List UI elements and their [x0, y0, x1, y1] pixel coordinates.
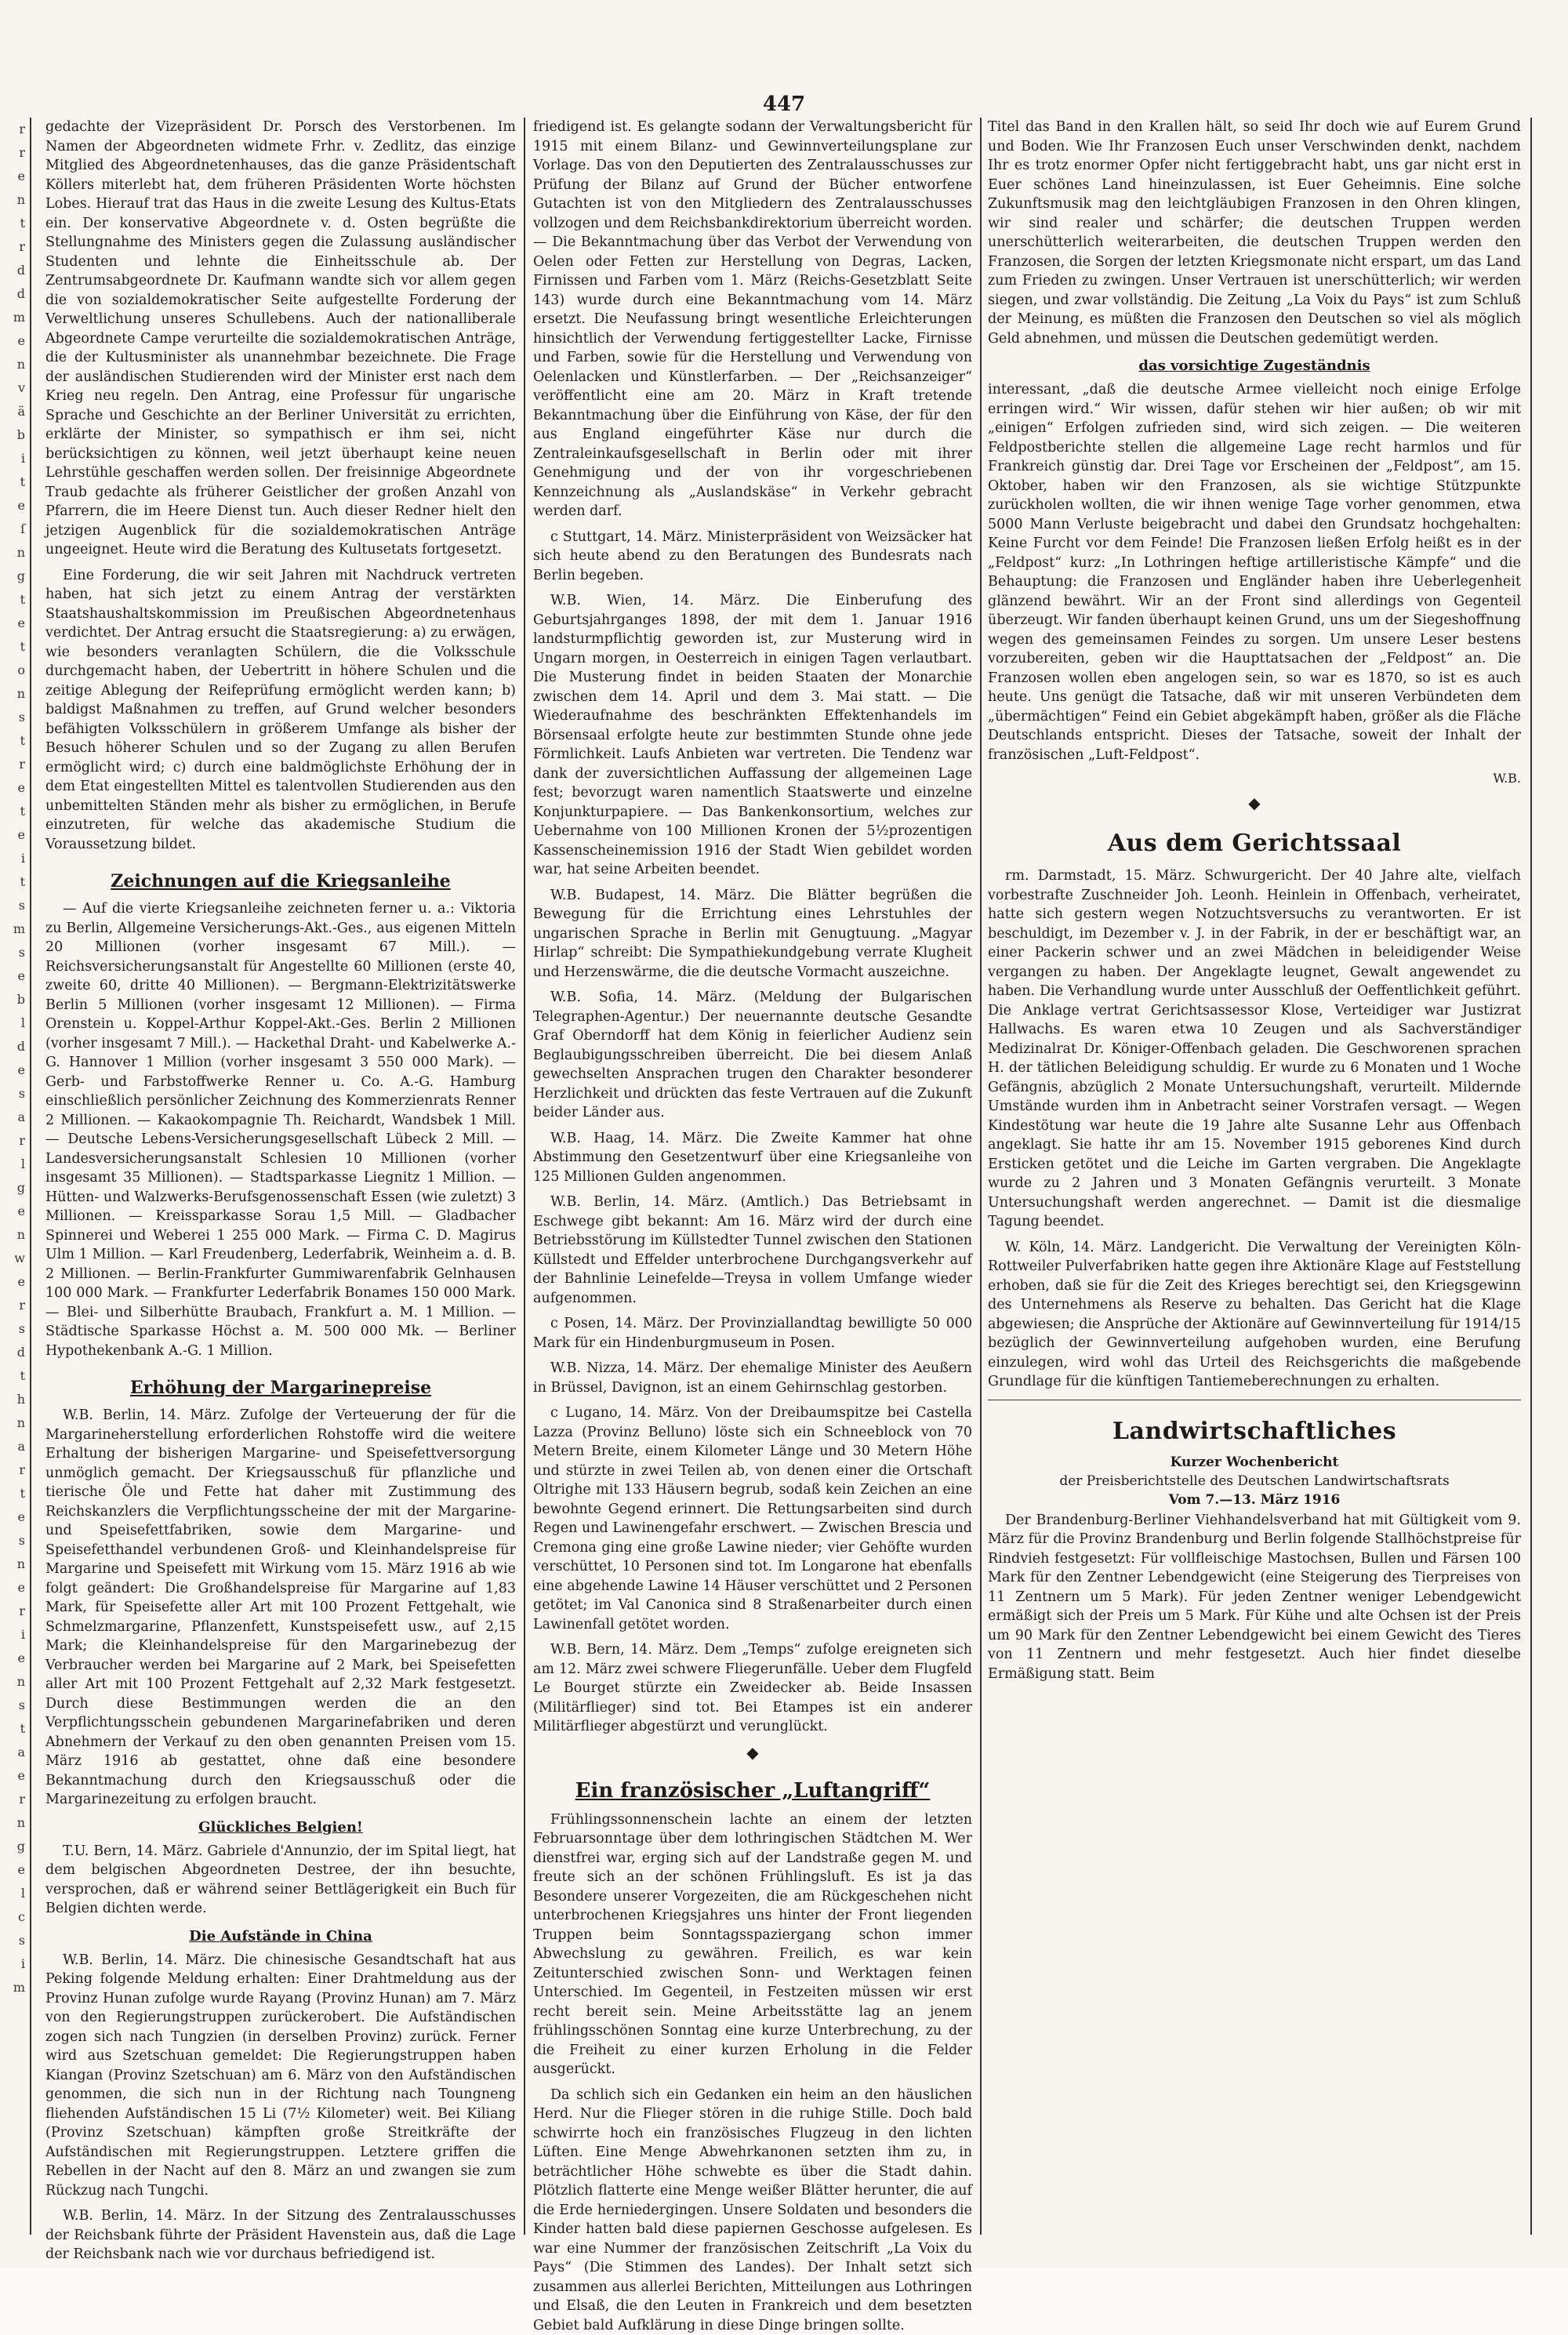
margin-fragment: d: [0, 1035, 30, 1059]
margin-fragment: v: [0, 376, 30, 400]
margin-fragment: i: [0, 447, 30, 470]
article-paragraph: Der Brandenburg-Berliner Viehhandelsverband hat mit Gültigkeit vom 9. März für die Provinz Brandenburg und Berlin folgende Stallhöchstpreise für Rindvieh festgesetzt: Für vollfleischige Mastochsen, Bullen und Färsen 100 Mark für den Zentner Lebendgewicht (eine Steigerung des Tierpreises von 11 Zentnern um 5 Mark). Für jeden Zentner weniger Lebendgewicht ermäßigt sich der Preis um 5 Mark. Für Kühe und alte Ochsen ist der Preis um 90 Mark für den Zentner Lebendgewicht bei einem Gewicht des Tieres von 11 Zentnern und mehr festgesetzt. Auch hier findet dieselbe Ermäßigung statt. Beim: [988, 1511, 1521, 1684]
section-heading: das vorsichtige Zugeständnis: [988, 358, 1521, 374]
article-paragraph: Da schlich sich ein Gedanken ein heim an den häuslichen Herd. Nur die Flieger stören in die ruhige Stille. Doch bald schwirrte hoch ein französisches Flugzeug in den lichten Lüften. Eine Menge Abwehrkanonen setzten ihm zu, in beträchtlicher Höhe schwebte es über die Stadt dahin. Plötzlich flatterte eine Menge weißer Blätter herunter, die auf die Erde herniedergingen. Unsere Soldaten und besonders die Kinder hatten bald diese papiernen Geschosse aufgelesen. Es war eine Nummer der französischen Zeitschrift „La Voix du Pays“ (Die Stimmen des Landes). Der Inhalt setzt sich zusammen aus allerlei Berichten, Mitteilungen aus Lothringen und Elsaß, die den Leuten in Frankreich und dem besetzten Gebiet bald Aufklärung in diese Dinge bringen sollte.: [533, 2086, 972, 2335]
margin-fragment: e: [0, 1270, 30, 1294]
article-paragraph: friedigend ist. Es gelangte sodann der Verwaltungsbericht für 1915 mit einem Bilanz- und Gewinnverteilungsplane zur Vorlage. Das von den Deputierten des Zentralausschusses zur Prüfung der Bilanz auf Grund der Bücher entworfene Gutachten ist von den Mitgliedern des Zentralausschusses vollzogen und dem Reichsbankdirektorium überreicht worden. — Die Bekanntmachung über das Verbot der Verwendung von Oelen oder Fetten zur Herstellung von Degras, Lacken, Firnissen und Farben vom 1. März (Reichs-Gesetzblatt Seite 143) wurde durch eine Bekanntmachung vom 14. März ersetzt. Die Neufassung bringt wesentliche Erleichterungen hinsichtlich der Verwendung fertiggestellter Lacke, Firnisse und Farben, sowie für die Herstellung und Verwendung von Oelenlacken und Künstlerfarben. — Der „Reichsanzeiger“ veröffentlicht eine am 20. März in Kraft tretende Bekanntmachung über die Einführung von Käse, der für den aus England eingeführter Käse nur durch die Zentraleinkaufsgesellschaft in Berlin oder mit ihrer Genehmigung und der von ihr vorgeschriebenen Kennzeichnung als „Auslandskäse“ in Verkehr gebracht werden darf.: [533, 118, 972, 521]
margin-fragment: r: [0, 235, 30, 259]
margin-fragment: t: [0, 800, 30, 823]
section-ornament: ◆: [988, 793, 1521, 812]
column-divider: [524, 118, 525, 2235]
margin-fragment: t: [0, 635, 30, 659]
section-heading: Ein französischer „Luftangriff“: [533, 1779, 972, 1803]
margin-fragment: n: [0, 1552, 30, 1576]
article-paragraph: T.U. Bern, 14. März. Gabriele d'Annunzio, der im Spital liegt, hat dem belgischen Abgeordneten Destree, der ihn besuchte, versprochen, daß er während seiner Bettlägerigkeit ein Buch für Belgien dichten werde.: [45, 1842, 516, 1919]
margin-fragment: t: [0, 470, 30, 494]
section-heading: Aus dem Gerichtssaal: [988, 830, 1521, 857]
margin-fragment: r: [0, 118, 30, 141]
margin-fragment: n: [0, 1411, 30, 1435]
article-paragraph: W.B. Wien, 14. März. Die Einberufung des Geburtsjahrganges 1898, der mit dem 1. Januar 1916 landsturmpflichtig geworden ist, zur Musterung wird in Ungarn morgen, in Oesterreich in einigen Tagen verlautbart. Die Musterung findet in beiden Staaten der Monarchie zwischen dem 14. April und dem 3. Mai statt. — Die Wiederaufnahme des beschränkten Effektenhandels im Börsensaal erfolgte heute zur bestimmten Stunde ohne jede Förmlichkeit. Laufs Anbieten war vertreten. Die Tendenz war dank der zuversichtlichen Auffassung der allgemeinen Lage fest; bevorzugt waren namentlich Staatswerte und einzelne Konjunkturpapiere. — Das Bankenkonsortium, welches zur Uebernahme von 100 Millionen Kronen der 5½prozentigen Kassenscheinemission 1916 der Stadt Wien gebildet worden war, hat seine Arbeiten beendet.: [533, 591, 972, 880]
margin-fragment: e: [0, 612, 30, 635]
margin-fragment: a: [0, 1435, 30, 1458]
margin-fragment: r: [0, 1788, 30, 1811]
margin-fragment: t: [0, 1482, 30, 1505]
margin-fragment: n: [0, 1811, 30, 1835]
margin-fragment: w: [0, 1247, 30, 1270]
margin-fragment: b: [0, 423, 30, 447]
margin-fragment: i: [0, 1952, 30, 1976]
margin-fragment: g: [0, 1835, 30, 1858]
article-paragraph: W.B. Berlin, 14. März. (Amtlich.) Das Betriebsamt in Eschwege gibt bekannt: Am 16. März wird der durch eine Betriebsstörung im Küllstedter Tunnel zwischen den Stationen Küllstedt und Effelder unterbrochene Durchgangsverkehr auf der Bahnlinie Leinefelde—Treysa in vollem Umfange wieder aufgenommen.: [533, 1193, 972, 1308]
margin-fragment: h: [0, 1388, 30, 1411]
article-signature: W.B.: [988, 771, 1521, 786]
section-heading: Landwirtschaftliches: [988, 1418, 1521, 1445]
margin-fragment: s: [0, 1317, 30, 1341]
margin-fragment: n: [0, 1223, 30, 1247]
margin-fragment: c: [0, 1905, 30, 1929]
margin-fragment: t: [0, 212, 30, 235]
article-paragraph: gedachte der Vizepräsident Dr. Porsch des Verstorbenen. Im Namen der Abgeordneten widmete Frhr. v. Zedlitz, das einzige Mitglied des Abgeordnetenhauses, das die ganze Präsidentschaft Köllers miterlebt hat, dem früheren Präsidenten Worte höchsten Lobes. Hierauf trat das Haus in die zweite Lesung des Kultus-Etats ein. Der konservative Abgeordnete v. d. Osten begrüßte die Stellungnahme des Ministers gegen die Zulassung ausländischer Studenten und lehnte die Einheitsschule ab. Der Zentrumsabgeordnete Dr. Kaufmann wandte sich vor allem gegen die von sozialdemokratischer Seite aufgestellte Forderung der Verweltlichung unseres Schullebens. Auch der nationalliberale Abgeordnete Campe verurteilte die sozialdemokratischen Anträge, die der Kultusminister als unannehmbar bezeichnete. Die Frage der ausländischen Studierenden wird der Minister erst nach dem Krieg neu regeln. Den Antrag, eine Professur für ungarische Sprache und Geschichte an der Berliner Universität zu errichten, erklärte der Minister, so sympathisch er ihm sei, nicht berücksichtigen zu können, weil jetzt überhaupt keine neuen Lehrstühle geschaffen werden sollen. Der freisinnige Abgeordnete Traub gedachte als früherer Geistlicher der großen Anzahl von Pfarrern, die im Heere Dienst tun. Auch dieser Redner hielt den jetzigen Augenblick für die sozialdemokratischen Anträge ungeeignet. Heute wird die Beratung des Kultusetats fortgesetzt.: [45, 118, 516, 560]
margin-fragment: e: [0, 494, 30, 517]
margin-fragment: r: [0, 141, 30, 165]
margin-fragment: r: [0, 753, 30, 776]
margin-fragment: e: [0, 1200, 30, 1223]
margin-fragment: l: [0, 1153, 30, 1176]
margin-fragment: o: [0, 659, 30, 682]
margin-fragment: i: [0, 847, 30, 870]
page-edge-rule: [1530, 118, 1532, 2235]
margin-fragment: t: [0, 870, 30, 894]
margin-fragment: s: [0, 1529, 30, 1552]
margin-fragment: e: [0, 1647, 30, 1670]
margin-fragment: n: [0, 188, 30, 212]
article-paragraph: c Posen, 14. März. Der Provinziallandtag bewilligte 50 000 Mark für ein Hindenburgmuseum in Posen.: [533, 1314, 972, 1353]
article-paragraph: W.B. Berlin, 14. März. In der Sitzung des Zentralausschusses der Reichsbank führte der Präsident Havenstein aus, daß die Lage der Reichsbank nach wie vor durchaus befriedigend ist.: [45, 2206, 516, 2264]
margin-fragment: e: [0, 776, 30, 800]
margin-fragment: r: [0, 1600, 30, 1623]
margin-fragment: e: [0, 823, 30, 847]
margin-fragment: s: [0, 894, 30, 917]
article-paragraph: W.B. Haag, 14. März. Die Zweite Kammer hat ohne Abstimmung den Gesetzentwurf über eine Kriegsanleihe von 125 Millionen Gulden angenommen.: [533, 1129, 972, 1187]
article-paragraph: Frühlingssonnenschein lachte an einem der letzten Februarsonntage über dem lothringischen Städtchen M. Wer dienstfrei war, erging sich auf der Landstraße gegen M. und freute sich an der schönen Frühlingsluft. Es ist ja das Besondere unserer Vorgezeiten, die am Rückgeschehen nicht unterbrochenen Kriegsjahres uns hinter der Front liegenden Truppen beim Sonntagsspaziergang schon immer Abwechslung zu gewähren. Freilich, es war kein Zeitunterschied zwischen Sonn- und Werktagen feinen Unterschied. Im Gegenteil, in Festzeiten müssen wir erst recht bereit sein. Meine Arbeitsstätte lag an jenem frühlingsschönen Sonntag eine kurze Unterbrechung, zu der die Freiheit zu einer kurzen Erholung in die Felder ausgerückt.: [533, 1810, 972, 2079]
margin-fragment: l: [0, 1011, 30, 1035]
margin-fragment: a: [0, 1741, 30, 1764]
section-heading: Glückliches Belgien!: [45, 1819, 516, 1836]
column-1: [45, 118, 516, 2235]
margin-fragment: t: [0, 1364, 30, 1388]
margin-fragment: s: [0, 1929, 30, 1952]
intro-article: [45, 118, 516, 854]
margin-fragment: ſ: [0, 517, 30, 541]
margin-fragment: e: [0, 329, 30, 353]
margin-fragment: n: [0, 353, 30, 376]
article-paragraph: Eine Forderung, die wir seit Jahren mit Nachdruck vertreten haben, hat sich jetzt zu einem Antrag der verstärkten Staatshaushaltskommission im Preußischen Abgeordnetenhaus verdichtet. Der Antrag ersucht die Staatsregierung: a) zu erwägen, wie besonders veranlagten Schülern, die die Volksschule durchgemacht haben, der Uebertritt in höhere Schulen und die zeitige Ablegung der Reifeprüfung ermöglicht werden kann; b) baldigst Maßnahmen zu treffen, auf Grund welcher besonders befähigten Volksschülern in größerem Umfange als bisher der Besuch höherer Schulen und so der Zugang zu allen Berufen ermöglicht wird; c) durch eine baldmöglichste Erhöhung der in dem Etat eingestellten Mittel es talentvollen Studierenden aus den unbemittelten Ständen mehr als bisher zu ermöglichen, in Berufe einzutreten, für welche das akademische Studium die Voraussetzung bildet.: [45, 566, 516, 855]
margin-fragment: r: [0, 1294, 30, 1317]
margin-fragment: r: [0, 1129, 30, 1153]
section-subheading: der Preisberichtstelle des Deutschen Landwirtschaftsrats: [988, 1473, 1521, 1489]
article-paragraph: — Auf die vierte Kriegsanleihe zeichneten ferner u. a.: Viktoria zu Berlin, Allgemeine Versicherungs-Akt.-Ges., aus eigenen Mitteln 20 Millionen (vorher insgesamt 67 Mill.). — Reichsversicherungsanstalt für Angestellte 60 Millionen (erste 40, zweite 60, dritte 40 Millionen). — Bergmann-Elektrizitätswerke Berlin 5 Millionen (vorher insgesamt 12 Millionen). — Firma Orenstein u. Koppel-Arthur Koppel-Akt.-Ges. Berlin 2 Millionen (vorher insgesamt 7 Mill.). — Hackethal Draht- und Kabelwerke A.-G. Hannover 1 Million (vorher insgesamt 3 550 000 Mark). — Gerb- und Farbstoffwerke Renner u. Co. A.-G. Hamburg einschließlich persönlicher Zeichnung des Kommerzienrats Renner 2 Millionen. — Kakaokompagnie Th. Reichardt, Wandsbek 1 Mill. — Deutsche Lebens-Versicherungsgesellschaft Lübeck 2 Mill. — Landesversicherungsanstalt Schlesien 10 Millionen (vorher insgesamt 35 Millionen). — Stadtsparkasse Liegnitz 1 Million. — Hütten- und Walzwerks-Berufsgenossenschaft Essen (wie zuletzt) 3 Millionen. — Kreissparkasse Sorau 1,5 Mill. — Gladbacher Spinnerei und Weberei 1 255 000 Mark. — Firma C. D. Magirus Ulm 1 Million. — Karl Freudenberg, Lederfabrik, Weinheim a. d. B. 2 Millionen. — Berlin-Frankfurter Gummiwarenfabrik Gelnhausen 100 000 Mark. — Frankfurter Lederfabrik Bonames 150 000 Mark. — Blei- und Silberhütte Braubach, Frankfurt a. M. 1 Million. — Städtische Sparkasse Höchst a. M. 500 000 Mk. — Berliner Hypothekenbank A.-G. 1 Million.: [45, 899, 516, 1360]
margin-fragment: m: [0, 1976, 30, 1999]
margin-fragment: ä: [0, 400, 30, 423]
article-paragraph: c Lugano, 14. März. Von der Dreibaumspitze bei Castella Lazza (Provinz Belluno) löste sich ein Schneeblock von 70 Metern Breite, einem Kilometer Länge und 30 Metern Höhe und stürzte in zwei Teilen ab, von denen einer die Ortschaft Oltrighe mit 133 Häusern begrub, sodaß kein Zeichen an eine bewohnte Gegend erinnert. Die Rettungsarbeiten sind durch Regen und Lawinengefahr erschwert. — Zwischen Brescia und Cremona ging eine große Lawine nieder; vier Gehöfte wurden verschüttet, 10 Personen sind tot. Im Longarone hat ebenfalls eine abgehende Lawine 14 Häuser verschüttet und 2 Personen getötet; im Val Canonica sind 8 Straßenarbeiter durch einen Lawinenfall getötet worden.: [533, 1404, 972, 1634]
margin-fragment: d: [0, 1341, 30, 1364]
margin-fragment: e: [0, 1764, 30, 1788]
margin-fragment: m: [0, 917, 30, 941]
margin-fragment: e: [0, 1505, 30, 1529]
margin-fragment: t: [0, 588, 30, 612]
margin-fragment: e: [0, 1576, 30, 1600]
article-paragraph: W.B. Bern, 14. März. Dem „Temps“ zufolge ereigneten sich am 12. März zwei schwere Fliegerunfälle. Ueber dem Flugfeld Le Bourget stürzte ein Zweidecker ab. Beide Insassen (Militärflieger) sind tot. Bei Etampes ist ein anderer Militärflieger abgestürzt und verunglückt.: [533, 1640, 972, 1737]
margin-fragment: t: [0, 729, 30, 753]
margin-fragment: g: [0, 565, 30, 588]
margin-fragment: n: [0, 541, 30, 565]
section-ornament: ◆: [533, 1743, 972, 1762]
margin-fragment: e: [0, 964, 30, 988]
column-3: [988, 118, 1521, 2235]
section-subheading: Kurzer Wochenbericht: [988, 1454, 1521, 1470]
binding-margin: [0, 118, 31, 2235]
article-paragraph: W.B. Budapest, 14. März. Die Blätter begrüßen die Bewegung für die Errichtung eines Lehrstuhles der ungarischen Sprache in Berlin mit Genugtuung. „Magyar Hirlap“ schreibt: Die Sympathiekundgebung verrate Klugheit und Herzenswärme, die die deutsche Vormacht auszeichne.: [533, 886, 972, 982]
article-paragraph: rm. Darmstadt, 15. März. Schwurgericht. Der 40 Jahre alte, vielfach vorbestrafte Zuschneider Joh. Leonh. Heinlein in Offenbach, verheiratet, hatte sich gestern wegen Notzuchtsversuchs zu verantworten. Er ist beschuldigt, im Dezember v. J. in der Fabrik, in der er beschäftigt war, an einer Packerin schwer und an zwei Mädchen in beleidigender Weise vergangen zu haben. Der Angeklagte leugnet, Gewalt angewendet zu haben. Die Verhandlung wurde unter Ausschluß der Oeffentlichkeit geführt. Die Anklage vertrat Gerichtsassessor Klose, Verteidiger war Justizrat Hallwachs. Es waren etwa 10 Zeugen und als Sachverständiger Medizinalrat Dr. Königer-Offenbach geladen. Die Geschworenen sprachen H. der tätlichen Beleidigung schuldig. Er wurde zu 6 Monaten und 1 Woche Gefängnis, abzüglich 2 Monate Untersuchungshaft, verurteilt. Mildernde Umstände wurden ihm in Anbetracht seiner Vorstrafen versagt. — Wegen Kindestötung war heute die 19 Jahre alte Susanne Lehr aus Offenbach angeklagt. Sie hatte ihr am 15. November 1915 geborenes Kind durch Ersticken getötet und die Leiche im Garten vergraben. Die Angeklagte wurde zu 2 Jahren und 3 Monaten Gefängnis verurteilt. 3 Monate Untersuchungshaft werden angerechnet. — Damit ist die diesmalige Tagung beendet.: [988, 866, 1521, 1232]
section-heading: Erhöhung der Margarinepreise: [45, 1378, 516, 1398]
article-paragraph: c Stuttgart, 14. März. Ministerpräsident von Weizsäcker hat sich heute abend zu den Beratungen des Bundesrats nach Berlin begeben.: [533, 528, 972, 586]
margin-fragment: d: [0, 259, 30, 282]
page-number: 447: [737, 93, 831, 116]
article-paragraph: W.B. Sofia, 14. März. (Meldung der Bulgarischen Telegraphen-Agentur.) Der neuernannte deutsche Gesandte Graf Oberndorff hat dem König in feierlicher Audienz sein Beglaubigungsschreiben überreicht. Die bei diesem Anlaß gewechselten Ansprachen trugen den Charakter besonderer Herzlichkeit und drückten das feste Vertrauen auf die Zukunft beider Länder aus.: [533, 988, 972, 1123]
margin-fragment: b: [0, 988, 30, 1011]
margin-fragment: l: [0, 1882, 30, 1905]
column-2: [533, 118, 972, 2235]
margin-fragment: e: [0, 1059, 30, 1082]
margin-fragment: a: [0, 1106, 30, 1129]
article-paragraph: Titel das Band in den Krallen hält, so seid Ihr doch wie auf Eurem Grund und Boden. Wie Ihr Franzosen Euch unser Verschwinden denkt, nachdem Ihr es trotz enormer Opfer nicht fertiggebracht habt, uns gar nicht erst in Euer schönes Land hineinzulassen, ist Euer Geheimnis. Eine solche Zukunftsmusik mag den leichtgläubigen Franzosen in den Ohren klingen, wir sind realer und schärfer; die deutschen Truppen werden unerschütterlich weiterarbeiten, die deutschen Truppen werden den Franzosen, die Sorgen der letzten Kriegsmonate nicht erspart, um das Land zum Frieden zu zwingen. Unser Vertrauen ist unerschütterlich; wir werden siegen, und zwar vollständig. Die Zeitung „La Voix du Pays“ ist zum Schluß der Meinung, es müßten die Franzosen den Deutschen so viel als möglich Geld abnehmen, und müssen die Deutschen gedemütigt werden.: [988, 118, 1521, 348]
article-paragraph: W.B. Nizza, 14. März. Der ehemalige Minister des Aeußern in Brüssel, Davignon, ist an einem Gehirnschlag gestorben.: [533, 1359, 972, 1397]
margin-fragment: g: [0, 1176, 30, 1200]
margin-fragment: s: [0, 706, 30, 729]
column-divider: [980, 118, 982, 2235]
margin-fragment: r: [0, 1458, 30, 1482]
margin-fragment: n: [0, 1670, 30, 1694]
section-date: Vom 7.—13. März 1916: [988, 1492, 1521, 1508]
section-heading: Zeichnungen auf die Kriegsanleihe: [45, 871, 516, 892]
margin-fragment: e: [0, 1858, 30, 1882]
article-paragraph: W.B. Berlin, 14. März. Zufolge der Verteuerung der für die Margarineherstellung erforderlichen Rohstoffe wird die weitere Erhaltung der bisherigen Margarine- und Speisefettversorgung unmöglich gemacht. Der Kriegsausschuß für pflanzliche und tierische Öle und Fette hat daher mit Zustimmung des Reichskanzlers die Verpflichtungsscheine der mit der Margarine- und Speisefettfabriken, sowie dem Margarine- und Speisefetthandel verbundenen Groß- und Kleinhandelspreise für Margarine und Speisefett mit Wirkung vom 15. März 1916 ab wie folgt geändert: Die Großhandelspreise für Margarine auf 1,83 Mark, für Speisefette aller Art mit 100 Prozent Fettgehalt, wie Schmelzmargarine, Pflanzenfett, Kunstspeisefett usw., auf 2,15 Mark; die Kleinhandelspreise für den Margarinebezug der Verbraucher werden bei Margarine auf 2 Mark, bei Speisefetten aller Art mit 100 Prozent Fettgehalt auf 2,32 Mark festgesetzt. Durch diese Bestimmungen werden die an den Verpflichtungsschein gebundenen Margarinefabriken und deren Abnehmern der Verkauf zu den oben genannten Preisen vom 15. März 1916 ab gestattet, ohne daß eine besondere Bekanntmachung durch den Kriegsausschuß oder die Margarinezeitung zu erfolgen braucht.: [45, 1406, 516, 1810]
margin-fragment: n: [0, 682, 30, 706]
margin-fragment: t: [0, 1717, 30, 1741]
margin-fragment: d: [0, 282, 30, 306]
margin-fragment: e: [0, 165, 30, 188]
margin-fragment: s: [0, 941, 30, 964]
margin-fragment: i: [0, 1623, 30, 1647]
margin-fragment: s: [0, 1082, 30, 1106]
section-heading: Die Aufstände in China: [45, 1928, 516, 1945]
article-paragraph: interessant, „daß die deutsche Armee vielleicht noch einige Erfolge erringen wird.“ Wir wissen, dafür stehen wir hier außen; ob wir mit „einigen“ Erfolgen zufrieden sind, wird sich zeigen. — Die weiteren Feldpostberichte stellen die allgemeine Lage recht harmlos und für Frankreich günstig dar. Drei Tage vor Erscheinen der „Feldpost“, am 15. Oktober, haben wir den Franzosen, als sie wichtige Stützpunkte zurückholen wollten, die wir ihnen wenige Tage vorher genommen, etwa 5000 Mann Verluste beigebracht und dabei den Grundsatz hochgehalten: Keine Furcht vor dem Feinde! Die Franzosen ließen Erfolg heißt es in der „Feldpost“ kurz: „In Lothringen heftige artilleristische Kämpfe“ und die Behauptung: die Franzosen und Engländer haben ihre Ueberlegenheit glänzend bewährt. Wir an der Front sind allerdings von Gegenteil überzeugt. Wir fanden überhaupt keinen Grund, uns um der Siegeshoffnung wegen des gemeinsamen Feindes zu sorgen. Um unsere Leser bestens vorzubereiten, geben wir die Haupttatsachen der „Feldpost“ an. Die Franzosen wollen eben angelogen sein, so war es 1870, so ist es auch heute. Uns genügt die Tatsache, daß wir mit unseren Verbündeten dem „übermächtigen“ Feind ein Gebiet abgekämpft haben, größer als die Fläche Deutschlands entspricht. Dieses der Tatsache, soweit der Inhalt der französischen „Luft-Feldpost“.: [988, 380, 1521, 764]
article-paragraph: W. Köln, 14. März. Landgericht. Die Verwaltung der Vereinigten Köln-Rottweiler Pulverfabriken hatte gegen ihre Aktionäre Klage auf Feststellung erhoben, daß sie für die Zeit des Krieges berechtigt sei, den Kriegsgewinn des Unternehmens als Reserve zu behalten. Das Gericht hat die Klage abgewiesen; die Ansprüche der Aktionäre auf Gewinnverteilung für 1914/15 bezüglich der Gewinnverteilung aufgehoben wurden, eine Berufung einzulegen, wird wohl das Urteil des Reichsgerichts die maßgebende Grundlage für die künftigen Tantiemeberechnungen zu erhalten.: [988, 1238, 1521, 1392]
article-paragraph: W.B. Berlin, 14. März. Die chinesische Gesandtschaft hat aus Peking folgende Meldung erhalten: Einer Drahtmeldung aus der Provinz Hunan zufolge wurde Rayang (Provinz Hunan) am 7. März von den Regierungstruppen zurückerobert. Die Aufständischen zogen sich nach Tungzien (in derselben Provinz) zurück. Ferner wird aus Szetschuan gemeldet: Die Regierungstruppen haben Kiangan (Provinz Szetschuan) am 6. März von den Aufständischen genommen, die sich nun in der Richtung nach Toungneng fliehenden Aufständischen 15 Li (7½ Kilometer) weit. Bei Kiliang (Provinz Szetschuan) kämpften große Streitkräfte der Aufständischen mit Regierungstruppen. Letztere griffen die Rebellen in der Nacht auf den 8. März an und zwangen sie zum Rückzug nach Tungchi.: [45, 1951, 516, 2201]
margin-fragment: m: [0, 306, 30, 329]
margin-fragment: s: [0, 1694, 30, 1717]
